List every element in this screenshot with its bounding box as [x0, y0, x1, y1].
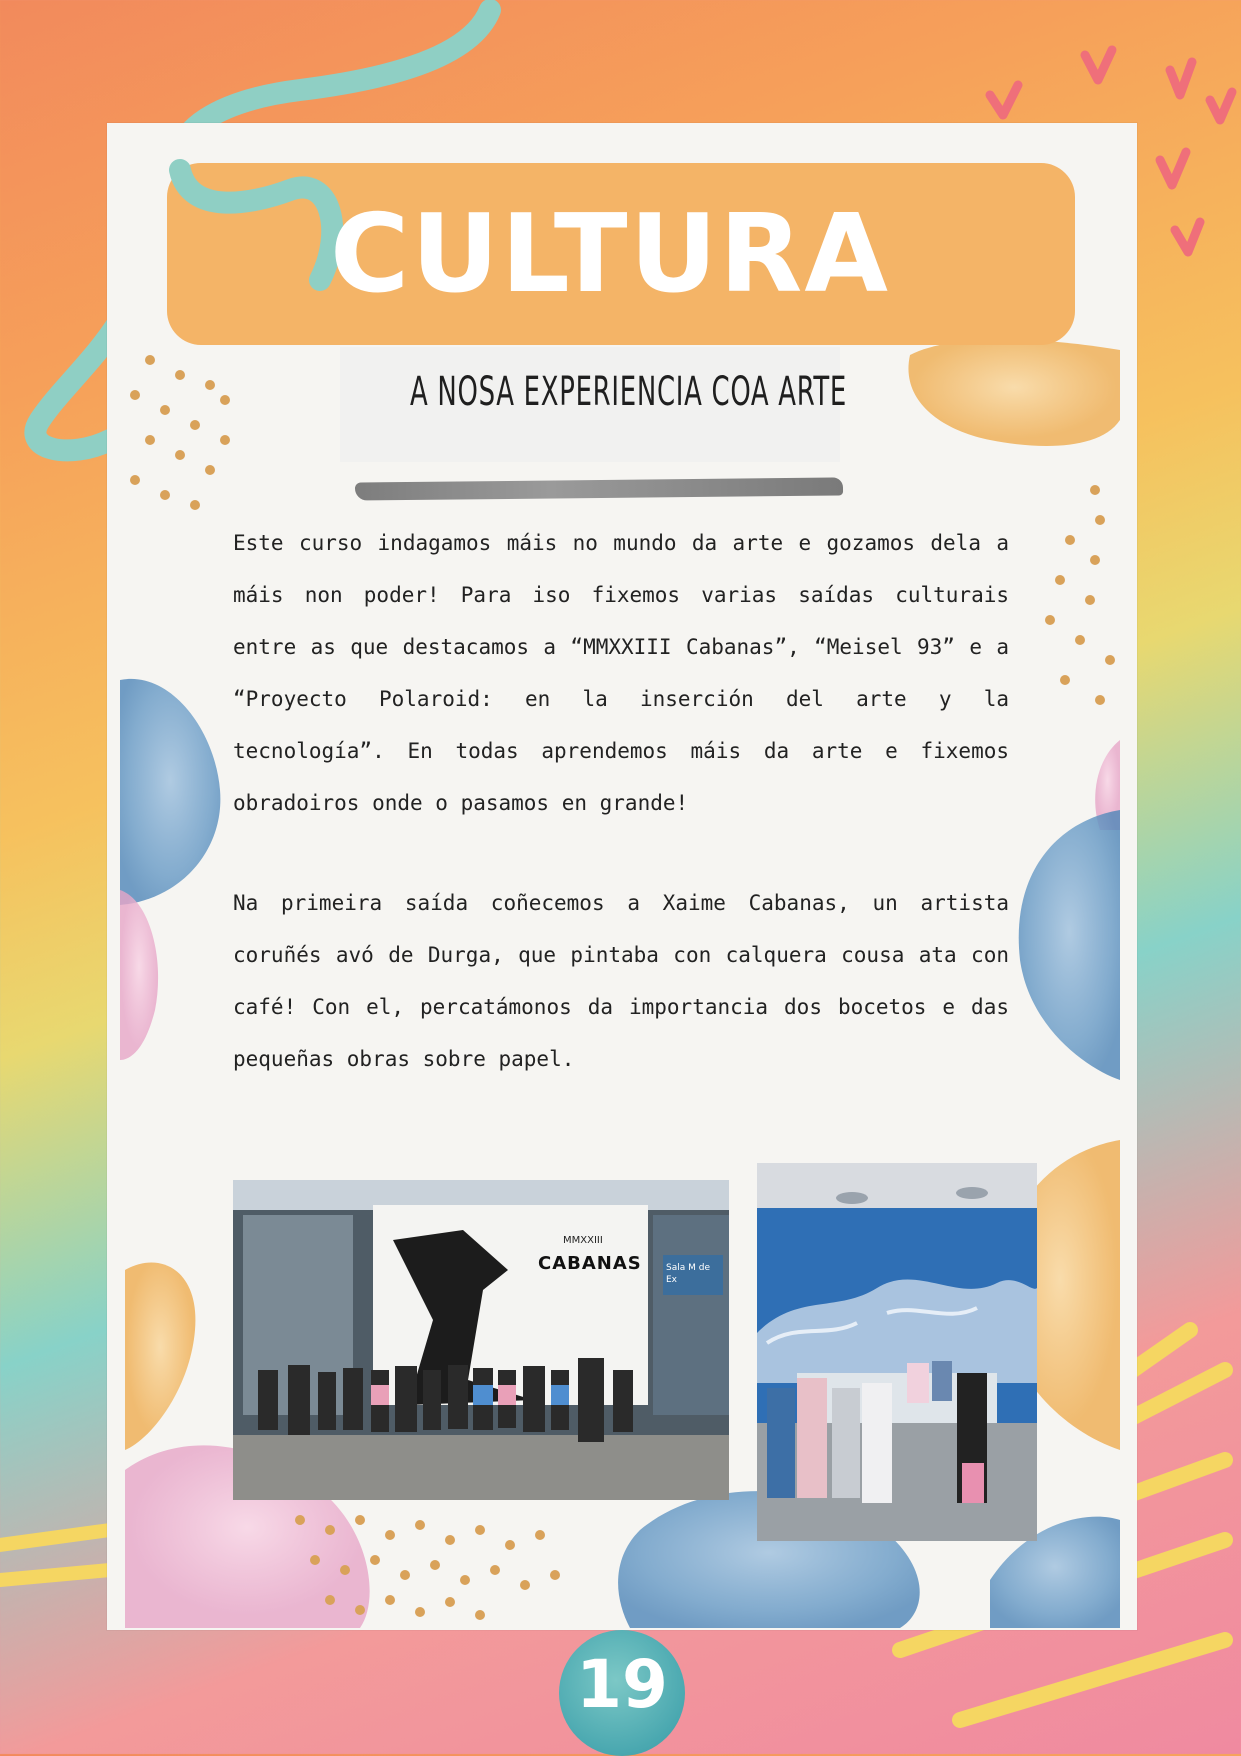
- banner-name: CABANAS: [538, 1253, 642, 1274]
- building-sign: Sala M de Ex: [666, 1263, 710, 1285]
- banner-year: MMXXIII: [563, 1235, 603, 1246]
- page-title: CULTURA: [330, 192, 891, 317]
- workshop-photo: [757, 1163, 1037, 1541]
- cabanas-exhibition-photo: [233, 1180, 729, 1500]
- intro-paragraph: Este curso indagamos máis no mundo da arte e gozamos dela a máis non poder! Para iso fixemos varias saídas culturais entre as que destacamos a “MMXXIII Cabanas”, “Meisel 93” e a “Proyecto Polaroid: en la inserción del arte y la tecnología”. En todas aprendemos máis da arte e fixemos obradoiros onde o pasamos en grande!: [233, 531, 1009, 815]
- section-subtitle: A NOSA EXPERIENCIA COA ARTE: [410, 369, 848, 415]
- page-number: 19: [576, 1646, 668, 1723]
- cabanas-paragraph: Na primeira saída coñecemos a Xaime Cabanas, un artista coruñés avó de Durga, que pintaba con calquera cousa ata con café! Con el, percatámonos da importancia dos bocetos e das pequeñas obras sobre papel.: [233, 891, 1009, 1071]
